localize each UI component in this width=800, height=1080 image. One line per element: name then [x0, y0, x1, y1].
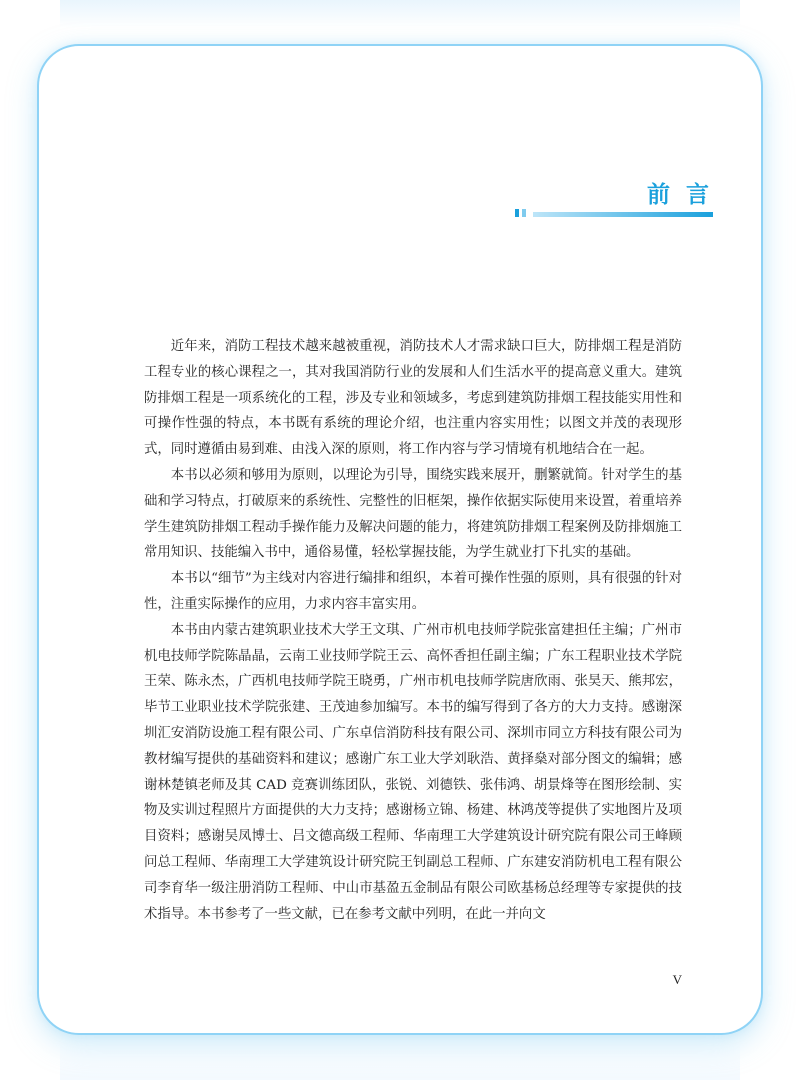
- title-underline: [533, 212, 713, 217]
- preface-body: [144, 334, 682, 927]
- paragraph: 本书以“细节”为主线对内容进行编排和组织，本着可操作性强的原则，具有很强的针对性，注重实际操作的应用，力求内容丰富实用。: [144, 571, 682, 612]
- page-title: 前言: [647, 182, 725, 208]
- paragraph: 本书由内蒙古建筑职业技术大学王文琪、广州市机电技师学院张富建担任主编；广州市机电技师学院陈晶晶，云南工业技师学院王云、高怀香担任副主编；广东工程职业技术学院王荣、陈永杰，广西机电技师学院王晓勇，广州市机电技师学院唐欣雨、张昊天、熊邦宏，毕节工业职业技术学院张建、王茂迪参加编写。本书的编写得到了各方的大力支持。感谢深圳汇安消防设施工程有限公司、广东卓信消防科技有限公司、深圳市同立方科技有限公司为教材编写提供的基础资料和建议；感谢广东工业大学刘耿浩、黄择燊对部分图文的编辑；感谢林楚镇老师及其 CAD 竞赛训练团队，张锐、刘德铁、张伟鸿、胡景烽等在图形绘制、实物及实训过程照片方面提供的大力支持；感谢杨立锦、杨建、林鸿茂等提供了实地图片及项目资料；感谢吴凤博士、吕文德高级工程师、华南理工大学建筑设计研究院有限公司王峰顾问总工程师、华南理工大学建筑设计研究院王钊副总工程师、广东建安消防机电工程有限公司李育华一级注册消防工程师、中山市基盈五金制品有限公司欧基杨总经理等专家提供的技术指导。本书参考了一些文献，已在参考文献中列明，在此一并向文: [144, 622, 682, 922]
- paragraph: 本书以必须和够用为原则，以理论为引导，围绕实践来展开，删繁就简。针对学生的基础和学习特点，打破原来的系统性、完整性的旧框架，操作依据实际使用来设置，着重培养学生建筑防排烟工程动手操作能力及解决问题的能力，将建筑防排烟工程案例及防排烟施工常用知识、技能编入书中，通俗易懂，轻松掌握技能，为学生就业打下扎实的基础。: [144, 467, 682, 561]
- page-number: V: [672, 972, 682, 987]
- top-glow: [60, 0, 740, 28]
- preface-heading: [513, 176, 725, 226]
- paragraph: 近年来，消防工程技术越来越被重视，消防技术人才需求缺口巨大，防排烟工程是消防工程专业的核心课程之一，其对我国消防行业的发展和人们生活水平的提高意义重大。建筑防排烟工程是一项系统化的工程，涉及专业和领域多，考虑到建筑防排烟工程技能实用性和可操作性强的特点，本书既有系统的理论介绍，也注重内容实用性；以图文并茂的表现形式，同时遵循由易到难、由浅入深的原则，将工作内容与学习情境有机地结合在一起。: [144, 339, 682, 458]
- bottom-glow: [60, 1040, 740, 1080]
- title-decoration-dots: [513, 209, 531, 217]
